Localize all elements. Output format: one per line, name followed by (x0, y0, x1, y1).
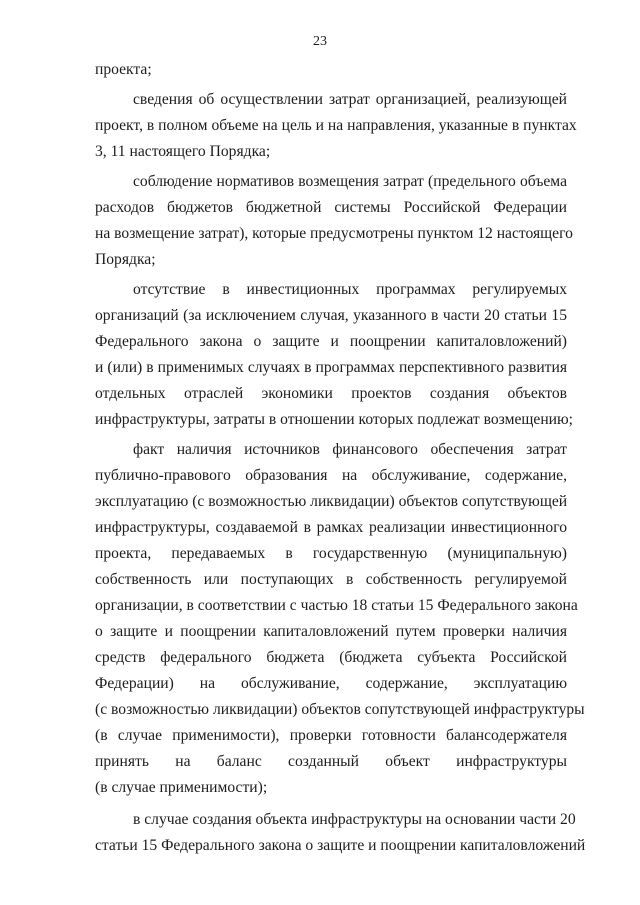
text-line: публично-правового образования на обслуживание, содержание, (95, 467, 567, 484)
text-line: факт наличия источников финансового обеспечения затрат (133, 441, 567, 458)
text-line: инфраструктуры, затраты в отношении которых подлежат возмещению; (95, 411, 573, 428)
text-line: (в случае применимости); (95, 779, 268, 796)
text-line: средств федерального бюджета (бюджета субъекта Российской (95, 649, 567, 666)
text-line: Порядка; (95, 251, 156, 268)
text-line: расходов бюджетов бюджетной системы Российской Федерации (95, 199, 567, 216)
text-line: организаций (за исключением случая, указанного в части 20 статьи 15 (95, 307, 567, 324)
text-line: организации, в соответствии с частью 18 статьи 15 Федерального закона (95, 597, 578, 614)
paragraph (95, 57, 567, 83)
text-line: проекта, передаваемых в государственную (муниципальную) (95, 545, 567, 562)
text-line: эксплуатацию (с возможностью ликвидации) объектов сопутствующей (95, 493, 568, 510)
text-line: в случае создания объекта инфраструктуры на основании части 20 (133, 811, 576, 828)
text-line: сведения об осуществлении затрат организацией, реализующей (133, 91, 567, 108)
text-line: отсутствие в инвестиционных программах регулируемых (133, 281, 567, 298)
text-line: о защите и поощрении капиталовложений путем проверки наличия (95, 623, 567, 640)
text-line: проекта; (95, 61, 152, 78)
text-line: инфраструктуры, создаваемой в рамках реализации инвестиционного (95, 519, 567, 536)
text-line: принять на баланс созданный объект инфраструктуры (95, 753, 567, 770)
text-line: Федерального закона о защите и поощрении капиталовложений) (95, 333, 567, 350)
text-line: соблюдение нормативов возмещения затрат (предельного объема (133, 173, 567, 190)
text-line: (с возможностью ликвидации) объектов сопутствующей инфраструктуры (95, 701, 585, 718)
page-number: 23 (313, 34, 327, 49)
text-line: отдельных отраслей экономики проектов создания объектов (95, 385, 567, 402)
text-line: Федерации) на обслуживание, содержание, эксплуатацию (95, 675, 567, 692)
paragraph (95, 437, 585, 801)
text-line: проект, в полном объеме на цель и на направления, указанные в пунктах (95, 117, 577, 134)
paragraph (95, 169, 573, 273)
paragraph (95, 277, 573, 433)
document-body (95, 57, 586, 859)
text-line: и (или) в применимых случаях в программах перспективного развития (95, 359, 567, 376)
paragraph (95, 87, 577, 165)
text-line: собственность или поступающих в собственность регулируемой (95, 571, 567, 588)
text-line: 3, 11 настоящего Порядка; (95, 143, 271, 160)
paragraph (95, 807, 586, 859)
text-line: на возмещение затрат), которые предусмотрены пунктом 12 настоящего (95, 225, 573, 242)
text-line: (в случае применимости), проверки готовности балансодержателя (95, 727, 567, 744)
text-line: статьи 15 Федерального закона о защите и поощрении капиталовложений (95, 837, 586, 854)
